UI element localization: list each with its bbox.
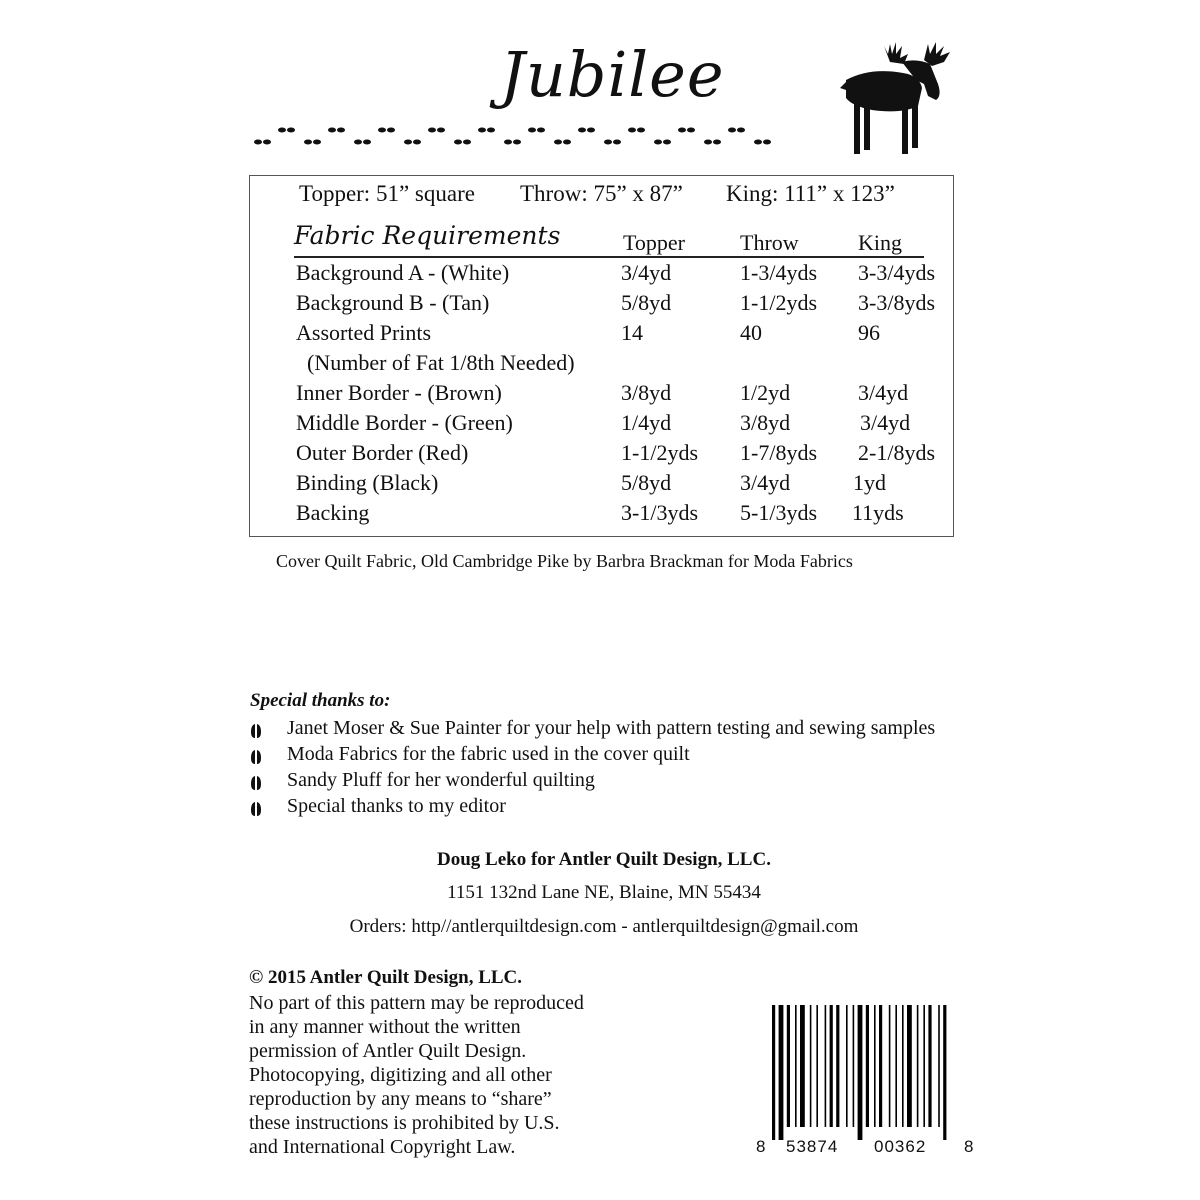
orders-contact: Orders: http//antlerquiltdesign.com - antlerquiltdesign@gmail.com xyxy=(349,916,859,937)
row-fabric: Assorted Prints xyxy=(296,320,432,345)
thanks-item: Janet Moser & Sue Painter for your help with pattern testing and sewing samples xyxy=(287,717,936,739)
row-topper: 1/4yd xyxy=(621,410,672,435)
hoof-print-icon xyxy=(250,749,262,765)
row-throw: 3/4yd xyxy=(740,470,791,495)
barcode-bar xyxy=(866,1005,869,1127)
barcode-bar xyxy=(846,1005,848,1127)
thanks-item: Sandy Pluff for her wonderful quilting xyxy=(287,769,595,791)
row-fabric-note: (Number of Fat 1/8th Needed) xyxy=(307,350,575,375)
barcode-bar xyxy=(858,1005,863,1140)
copyright-line: Photocopying, digitizing and all other xyxy=(249,1064,552,1086)
column-header-king: King xyxy=(858,230,902,255)
size-topper: Topper: 51” square xyxy=(299,181,475,206)
barcode-bar xyxy=(816,1005,818,1127)
row-topper: 3/4yd xyxy=(621,260,672,285)
hoof-print-icon xyxy=(250,775,262,791)
row-fabric: Outer Border (Red) xyxy=(296,440,469,465)
barcode-bar xyxy=(895,1005,897,1127)
row-fabric: Inner Border - (Brown) xyxy=(296,380,502,405)
company-address: 1151 132nd Lane NE, Blaine, MN 55434 xyxy=(447,882,761,903)
row-throw: 1-7/8yds xyxy=(740,440,817,465)
column-header-topper: Topper xyxy=(623,230,685,255)
copyright-heading: © 2015 Antler Quilt Design, LLC. xyxy=(249,967,523,988)
row-throw: 1-1/2yds xyxy=(740,290,817,315)
hoof-print-icon xyxy=(250,723,262,739)
row-king: 3/4yd xyxy=(860,410,911,435)
row-topper: 5/8yd xyxy=(621,470,672,495)
barcode-bar xyxy=(787,1005,790,1127)
row-topper: 3-1/3yds xyxy=(621,500,698,525)
barcode-left-digit: 8 xyxy=(756,1137,767,1156)
copyright-line: in any manner without the written xyxy=(249,1016,521,1038)
row-topper: 1-1/2yds xyxy=(621,440,698,465)
barcode-digits-group-1: 53874 xyxy=(786,1137,839,1156)
hoof-tracks-decoration xyxy=(250,118,790,158)
thanks-item: Special thanks to my editor xyxy=(287,795,506,817)
cover-fabric-credit: Cover Quilt Fabric, Old Cambridge Pike by Barbra Brackman for Moda Fabrics xyxy=(276,551,853,571)
company-name: Doug Leko for Antler Quilt Design, LLC. xyxy=(437,849,771,870)
copyright-line: and International Copyright Law. xyxy=(249,1136,516,1158)
barcode-bar xyxy=(836,1005,839,1127)
thanks-item: Moda Fabrics for the fabric used in the cover quilt xyxy=(287,743,690,765)
moose-logo-icon xyxy=(832,40,962,158)
barcode-bar xyxy=(928,1005,931,1127)
copyright-line: permission of Antler Quilt Design. xyxy=(249,1040,527,1062)
row-topper: 14 xyxy=(621,320,643,345)
column-header-throw: Throw xyxy=(740,230,799,255)
barcode-bar xyxy=(853,1005,855,1127)
barcode-bar xyxy=(902,1005,904,1127)
barcode-bar xyxy=(795,1005,797,1127)
copyright-line: reproduction by any means to “share” xyxy=(249,1088,552,1110)
size-throw: Throw: 75” x 87” xyxy=(520,181,683,206)
barcode-bar xyxy=(800,1005,805,1127)
barcode-right-digit: 8 xyxy=(964,1137,975,1156)
barcode-bar xyxy=(923,1005,925,1127)
heading-divider xyxy=(294,256,924,258)
row-king: 2-1/8yds xyxy=(858,440,935,465)
row-king: 3/4yd xyxy=(858,380,909,405)
barcode-bar xyxy=(810,1005,812,1127)
barcode-bar xyxy=(943,1005,946,1140)
row-topper: 5/8yd xyxy=(621,290,672,315)
barcode-bar xyxy=(772,1005,775,1140)
size-king: King: 111” x 123” xyxy=(726,181,895,206)
upc-barcode xyxy=(770,1005,960,1140)
row-throw: 5-1/3yds xyxy=(740,500,817,525)
barcode-bar xyxy=(907,1005,912,1127)
barcode-digits-group-2: 00362 xyxy=(874,1137,927,1156)
barcode-bar xyxy=(917,1005,919,1127)
pattern-title: Jubilee xyxy=(500,38,725,111)
copyright-line: No part of this pattern may be reproduced xyxy=(249,992,584,1014)
row-fabric: Backing xyxy=(296,500,370,525)
row-fabric: Background A - (White) xyxy=(296,260,510,285)
row-king: 11yds xyxy=(852,500,904,525)
row-topper: 3/8yd xyxy=(621,380,672,405)
row-king: 3-3/8yds xyxy=(858,290,935,315)
barcode-bar xyxy=(879,1005,882,1127)
row-fabric: Background B - (Tan) xyxy=(296,290,490,315)
row-throw: 3/8yd xyxy=(740,410,791,435)
fabric-requirements-heading: Fabric Requirements xyxy=(294,221,561,250)
row-fabric: Binding (Black) xyxy=(296,470,439,495)
hoof-print-icon xyxy=(250,801,262,817)
barcode-bar xyxy=(779,1005,784,1140)
hoof-print-icon xyxy=(254,128,771,145)
row-throw: 1/2yd xyxy=(740,380,791,405)
row-fabric: Middle Border - (Green) xyxy=(296,410,513,435)
row-throw: 40 xyxy=(740,320,762,345)
special-thanks-heading: Special thanks to: xyxy=(250,690,391,711)
barcode-bar xyxy=(830,1005,833,1127)
row-king: 96 xyxy=(858,320,880,345)
row-throw: 1-3/4yds xyxy=(740,260,817,285)
row-king: 1yd xyxy=(853,470,886,495)
barcode-bar xyxy=(938,1005,940,1127)
barcode-bar xyxy=(825,1005,827,1127)
barcode-bar xyxy=(874,1005,876,1127)
barcode-bar xyxy=(889,1005,891,1127)
copyright-line: these instructions is prohibited by U.S. xyxy=(249,1112,560,1134)
row-king: 3-3/4yds xyxy=(858,260,935,285)
